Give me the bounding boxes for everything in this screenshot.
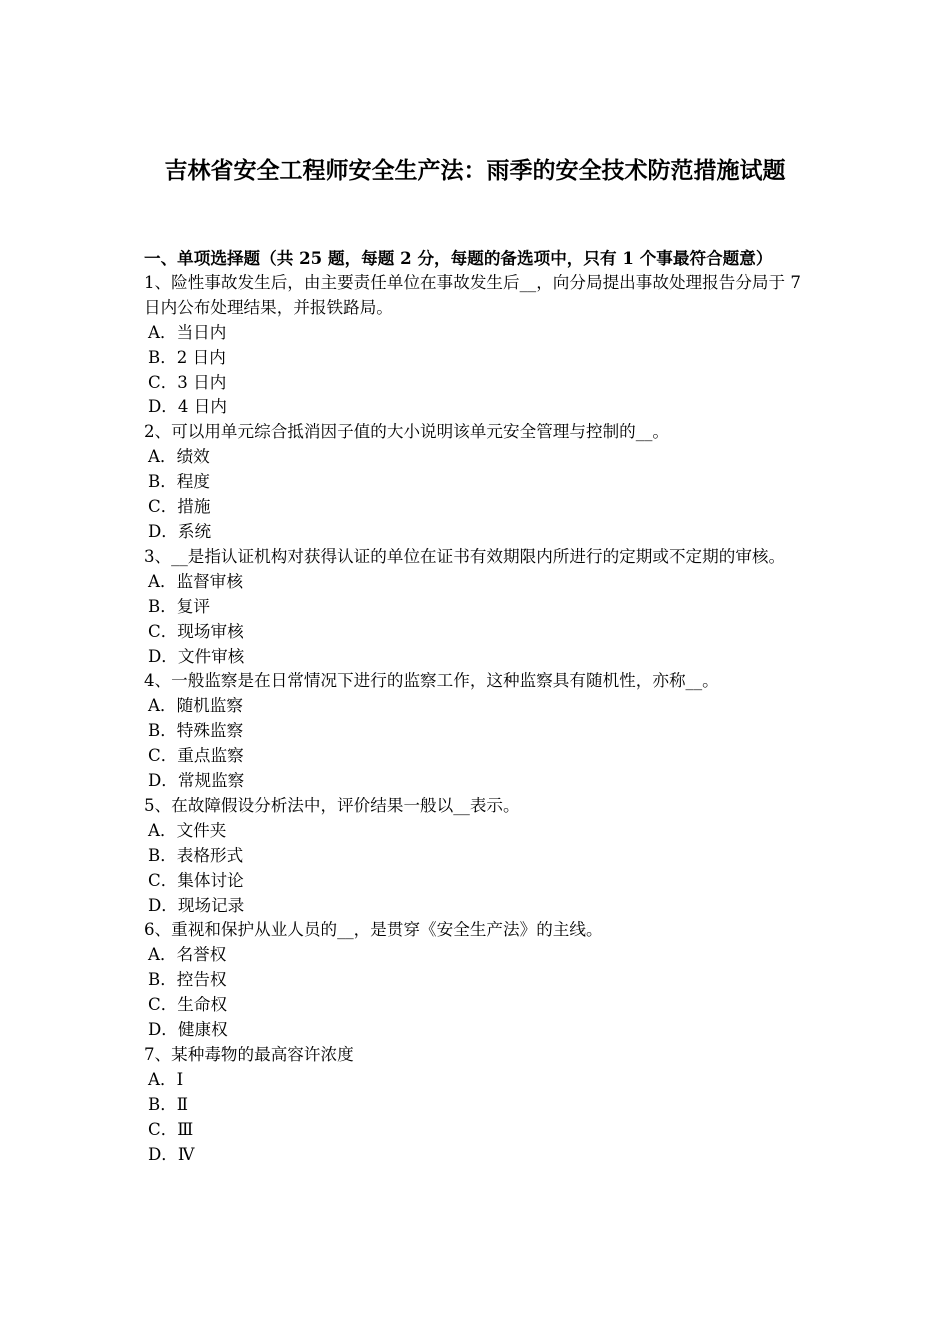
- answer-option: C．集体讨论: [148, 870, 244, 890]
- answer-option: D．Ⅳ: [148, 1144, 195, 1164]
- question-stem: 3、__是指认证机构对获得认证的单位在证书有效期限内所进行的定期或不定期的审核。: [144, 546, 786, 566]
- question-stem: 1、险性事故发生后，由主要责任单位在事故发生后__，向分局提出事故处理报告分局于 7 日内公布处理结果，并报铁路局。: [144, 272, 801, 317]
- answer-option: C．现场审核: [148, 621, 244, 641]
- answer-option: B．程度: [148, 472, 210, 492]
- answer-option: C．Ⅲ: [148, 1119, 194, 1139]
- question-list: [144, 271, 816, 1168]
- answer-option: A．绩效: [148, 447, 210, 467]
- answer-option: D．健康权: [148, 1020, 228, 1040]
- answer-option: B．控告权: [148, 970, 227, 990]
- answer-option: D．现场记录: [148, 895, 245, 915]
- answer-option: D．4 日内: [148, 397, 227, 417]
- question-4: [144, 669, 816, 794]
- answer-option: C．3 日内: [148, 372, 227, 392]
- question-stem: 4、一般监察是在日常情况下进行的监察工作，这种监察具有随机性，亦称__。: [144, 671, 719, 691]
- answer-option: A．名誉权: [148, 945, 227, 965]
- document-body: [144, 246, 816, 1168]
- question-stem: 7、某种毒物的最高容许浓度: [144, 1045, 354, 1064]
- answer-option: C．生命权: [148, 995, 228, 1015]
- answer-option: D．系统: [148, 521, 212, 541]
- question-3: [144, 545, 816, 670]
- answer-option: B．2 日内: [148, 347, 226, 367]
- answer-option: C．重点监察: [148, 746, 244, 766]
- answer-option: C．措施: [148, 497, 211, 517]
- question-stem: 5、在故障假设分析法中，评价结果一般以__表示。: [144, 795, 520, 815]
- question-2: [144, 420, 816, 545]
- answer-option: B．特殊监察: [148, 721, 244, 741]
- answer-option: B．Ⅱ: [148, 1094, 189, 1114]
- answer-option: B．复评: [148, 596, 210, 616]
- answer-option: A．监督审核: [148, 571, 243, 591]
- question-6: [144, 918, 816, 1043]
- answer-option: B．表格形式: [148, 845, 244, 865]
- question-stem: 2、可以用单元综合抵消因子值的大小说明该单元安全管理与控制的__。: [144, 422, 669, 442]
- answer-option: A．Ⅰ: [148, 1069, 184, 1089]
- question-1: [144, 271, 816, 420]
- question-5: [144, 794, 816, 919]
- answer-option: A．文件夹: [148, 820, 227, 840]
- question-stem: 6、重视和保护从业人员的__，是贯穿《安全生产法》的主线。: [144, 920, 603, 940]
- section-heading: 一、单项选择题（共 25 题，每题 2 分，每题的备选项中，只有 1 个事最符合题意）: [144, 248, 773, 268]
- answer-option: A．随机监察: [148, 696, 243, 716]
- answer-option: D．文件审核: [148, 646, 245, 666]
- document-title: 吉林省安全工程师安全生产法：雨季的安全技术防范措施试题: [164, 157, 786, 184]
- answer-option: D．常规监察: [148, 771, 245, 791]
- question-7: [144, 1043, 816, 1168]
- answer-option: A．当日内: [148, 322, 227, 342]
